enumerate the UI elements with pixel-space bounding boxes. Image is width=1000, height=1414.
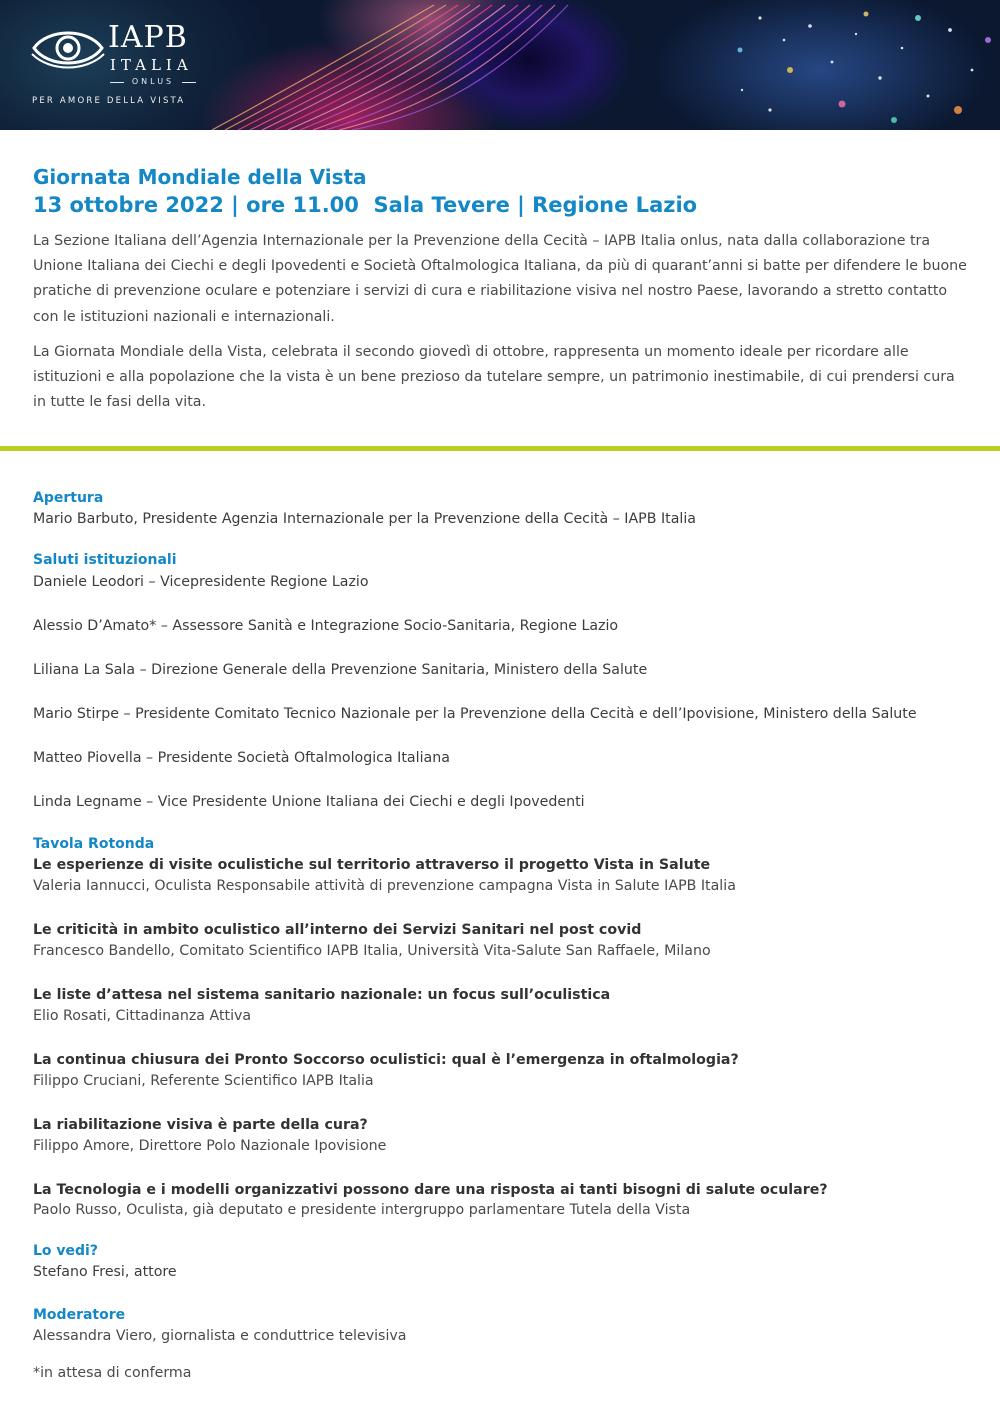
- logo-country: ITALIA: [110, 56, 193, 74]
- talk-title: Le liste d’attesa nel sistema sanitario nazionale: un focus sull’oculistica: [33, 987, 611, 1003]
- event-title: Giornata Mondiale della Vista: [33, 165, 367, 189]
- moderatore-name: Alessandra Viero, giornalista e conduttrice televisiva: [33, 1328, 407, 1344]
- section-heading-lovedi: Lo vedi?: [33, 1243, 98, 1259]
- talk-item: [33, 855, 973, 896]
- talk-speaker: Elio Rosati, Cittadinanza Attiva: [33, 1008, 252, 1024]
- talk-title: La riabilitazione visiva è parte della cura?: [33, 1117, 368, 1133]
- intro-paragraph: La Giornata Mondiale della Vista, celebrata il secondo giovedì di ottobre, rappresenta un momento ideale per ricordare alle istituzioni e alla popolazione che la vista è un bene prezioso da tutelare sempre, un patrimonio inestimabile, di cui prendersi cura in tutte le fasi della vita.: [33, 343, 955, 411]
- talk-title: Le criticità in ambito oculistico all’interno dei Servizi Sanitari nel post covid: [33, 922, 642, 938]
- apertura-speaker: Mario Barbuto, Presidente Agenzia Internazionale per la Prevenzione della Cecità – IAPB Italia: [33, 511, 697, 527]
- talk-title: La Tecnologia e i modelli organizzativi possono dare una risposta ai tanti bisogni di salute oculare?: [33, 1182, 828, 1198]
- saluti-item: Matteo Piovella – Presidente Società Oftalmologica Italiana: [33, 750, 450, 766]
- event-program: [33, 488, 973, 1383]
- event-date-location: 13 ottobre 2022 | ore 11.00 Sala Tevere | Regione Lazio: [33, 193, 698, 217]
- section-heading-tavola: Tavola Rotonda: [33, 836, 155, 852]
- talk-speaker: Francesco Bandello, Comitato Scientifico IAPB Italia, Università Vita-Salute San Raffaele, Milano: [33, 943, 711, 959]
- talk-title: Le esperienze di visite oculistiche sul territorio attraverso il progetto Vista in Salute: [33, 857, 711, 873]
- talk-speaker: Paolo Russo, Oculista, già deputato e presidente intergruppo parlamentare Tutela della Vista: [33, 1202, 691, 1218]
- iapb-logo: [30, 22, 210, 110]
- saluti-item: Liliana La Sala – Direzione Generale della Prevenzione Sanitaria, Ministero della Salute: [33, 662, 648, 678]
- lovedi-guest: Stefano Fresi, attore: [33, 1264, 177, 1280]
- intro-text: [33, 229, 968, 425]
- saluti-item: Daniele Leodori – Vicepresidente Regione Lazio: [33, 574, 369, 590]
- eye-icon: [30, 24, 106, 72]
- section-divider: [0, 446, 1000, 451]
- talk-speaker: Filippo Amore, Direttore Polo Nazionale Ipovisione: [33, 1138, 387, 1154]
- talk-item: [33, 1115, 973, 1156]
- talk-speaker: Valeria Iannucci, Oculista Responsabile attività di prevenzione campagna Vista in Salute IAPB Italia: [33, 878, 736, 894]
- section-heading-saluti: Saluti istituzionali: [33, 552, 177, 568]
- saluti-item: Mario Stirpe – Presidente Comitato Tecnico Nazionale per la Prevenzione della Cecità e dell’Ipovisione, Ministero della Salute: [33, 706, 917, 722]
- section-heading-moderatore: Moderatore: [33, 1307, 126, 1323]
- event-header: [33, 164, 973, 220]
- logo-tagline: PER AMORE DELLA VISTA: [32, 96, 186, 106]
- talk-item: [33, 985, 973, 1026]
- talk-speaker: Filippo Cruciani, Referente Scientifico IAPB Italia: [33, 1073, 374, 1089]
- intro-paragraph: La Sezione Italiana dell’Agenzia Internazionale per la Prevenzione della Cecità – IAPB Italia onlus, nata dalla collaborazione tra Unione Italiana dei Ciechi e degli Ipovedenti e Società Oftalmologica Italiana, da più di quarant’anni si batte per difendere le buone pratiche di prevenzione oculare e potenziare i servizi di cura e riabilitazione visiva nel nostro Paese, lavorando a stretto contatto con le istituzioni nazionali e internazionali.: [33, 233, 967, 325]
- saluti-item: Alessio D’Amato* – Assessore Sanità e Integrazione Socio-Sanitaria, Regione Lazio: [33, 618, 619, 634]
- talk-item: [33, 1050, 973, 1091]
- logo-brand: IAPB: [108, 20, 188, 55]
- logo-onlus: ONLUS: [110, 77, 196, 87]
- talk-title: La continua chiusura dei Pronto Soccorso oculistici: qual è l’emergenza in oftalmologia?: [33, 1052, 739, 1068]
- talk-item: [33, 1180, 973, 1220]
- section-heading-apertura: Apertura: [33, 490, 104, 506]
- saluti-item: Linda Legname – Vice Presidente Unione Italiana dei Ciechi e degli Ipovedenti: [33, 794, 585, 810]
- footnote: *in attesa di conferma: [33, 1365, 192, 1381]
- header-banner: [0, 0, 1000, 130]
- talk-item: [33, 920, 973, 961]
